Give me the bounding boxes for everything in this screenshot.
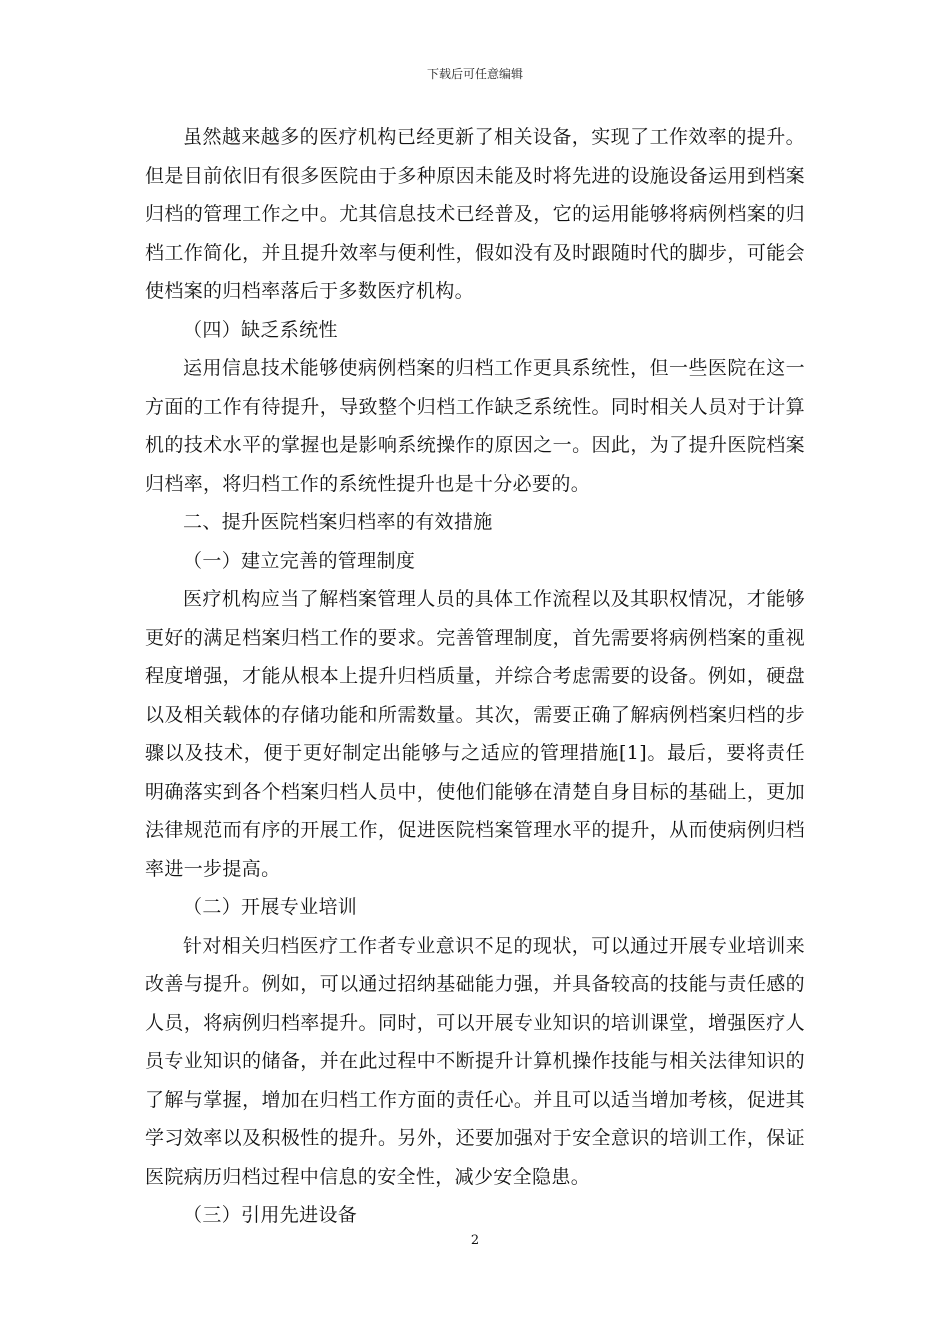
paragraph-systematic: 运用信息技术能够使病例档案的归档工作更具系统性，但一些医院在这一方面的工作有待提升，导致整个归档工作缺乏系统性。同时相关人员对于计算机的技术水平的掌握也是影响系统操作的原因之一。因此，为了提升医院档案归档率，将归档工作的系统性提升也是十分必要的。 — [145, 357, 805, 495]
heading-lack-of-system: （四）缺乏系统性 — [183, 318, 338, 341]
heading-section-two: 二、提升医院档案归档率的有效措施 — [183, 511, 493, 533]
heading-management-system: （一）建立完善的管理制度 — [183, 549, 416, 572]
paragraph-professional-training: 针对相关归档医疗工作者专业意识不足的现状，可以通过开展专业培训来改善与提升。例如，可以通过招纳基础能力强，并具备较高的技能与责任感的人员，将病例归档率提升。同时，可以开展专业知识的培训课堂，增强医疗人员专业知识的储备，并在此过程中不断提升计算机操作技能与相关法律知识的了解与掌握，增加在归档工作方面的责任心。并且可以适当增加考核，促进其学习效率以及积极性的提升。另外，还要加强对于安全意识的培训工作，保证医院病历归档过程中信息的安全性，减少安全隐患。 — [145, 934, 805, 1188]
paragraph-management-system: 医疗机构应当了解档案管理人员的具体工作流程以及其职权情况，才能够更好的满足档案归档工作的要求。完善管理制度，首先需要将病例档案的重视程度增强，才能从根本上提升归档质量，并综合考虑需要的设备。例如，硬盘以及相关载体的存储功能和所需数量。其次，需要正确了解病例档案归档的步骤以及技术，便于更好制定出能够与之适应的管理措施[1]。最后，要将责任明确落实到各个档案归档人员中，使他们能够在清楚自身目标的基础上，更加法律规范而有序的开展工作，促进医院档案管理水平的提升，从而使病例归档率进一步提高。 — [145, 588, 805, 880]
document-body — [145, 118, 805, 1235]
page-number: 2 — [470, 1233, 480, 1248]
heading-professional-training: （二）开展专业培训 — [183, 896, 358, 918]
heading-advanced-equipment: （三）引用先进设备 — [183, 1204, 358, 1226]
page-header: 下载后可任意编辑 — [426, 67, 523, 81]
paragraph-equipment-status: 虽然越来越多的医疗机构已经更新了相关设备，实现了工作效率的提升。但是目前依旧有很多医院由于多种原因未能及时将先进的设施设备运用到档案归档的管理工作之中。尤其信息技术已经普及，它的运用能够将病例档案的归档工作简化，并且提升效率与便利性，假如没有及时跟随时代的脚步，可能会使档案的归档率落后于多数医疗机构。 — [145, 126, 805, 302]
